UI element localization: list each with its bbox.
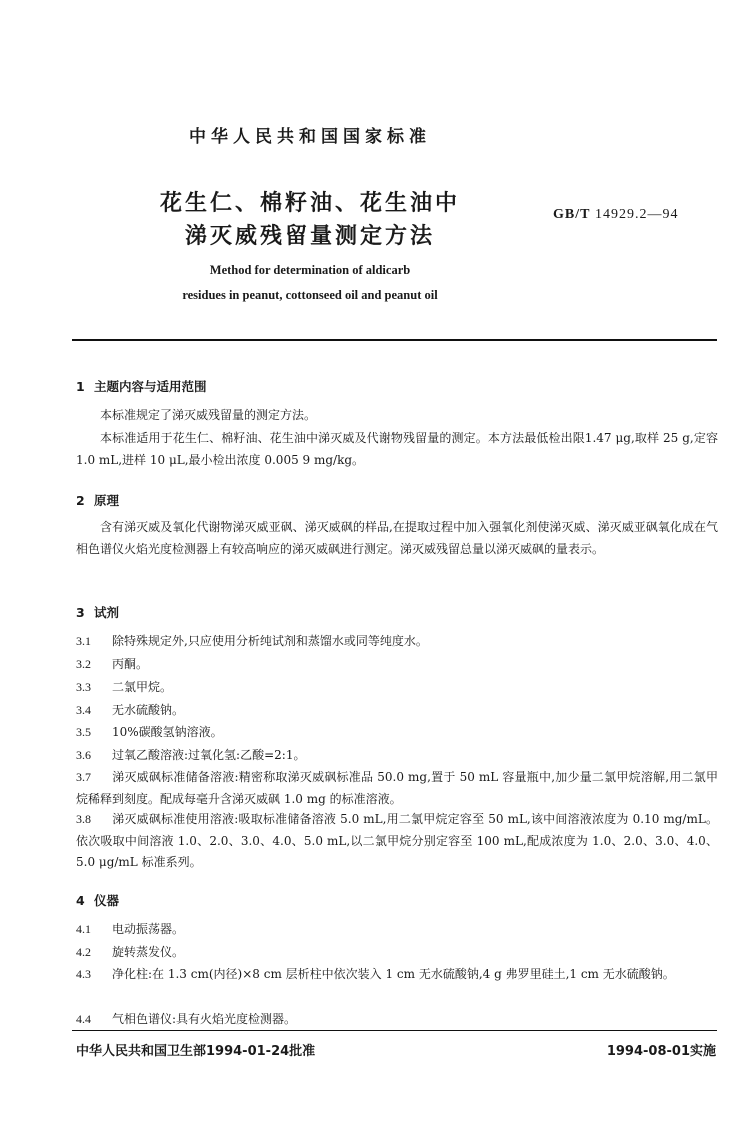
item-number: 3.3 xyxy=(76,680,91,694)
list-item xyxy=(76,745,718,767)
item-number: 3.1 xyxy=(76,634,91,648)
title-cn-line2: 涕灭威残留量测定方法 xyxy=(184,224,435,249)
item-text: 电动振荡器。 xyxy=(112,922,185,936)
list-item xyxy=(76,942,718,964)
section-title: 试剂 xyxy=(94,605,120,620)
standard-prefix: GB/T xyxy=(553,207,591,222)
list-item xyxy=(76,919,718,941)
section-number: 2 xyxy=(76,493,85,508)
standard-code xyxy=(553,207,678,223)
section-number: 1 xyxy=(76,379,85,394)
title-en-line1: Method for determination of aldicarb xyxy=(209,263,411,277)
item-text: 涕灭威砜标准使用溶液:吸取标准储备溶液 5.0 mL,用二氯甲烷定容至 50 mL,该中间溶液浓度为 0.10 mg/mL。依次吸取中间溶液 1.0、2.0、3.0、4.0、5.0 mL,以二氯甲烷分别定容至 100 mL,配成浓度为 1.0、2.0、3.0、4.0、5.0 μg/mL 标准系列。 xyxy=(76,812,718,869)
list-item xyxy=(76,809,718,874)
item-text: 丙酮。 xyxy=(112,657,149,671)
section-1-paragraph-2: 本标准适用于花生仁、棉籽油、花生油中涕灭威及代谢物残留量的测定。本方法最低检出限1.47 μg,取样 25 g,定容 1.0 mL,进样 10 μL,最小检出浓度 0.005 9 mg/kg。 xyxy=(76,431,718,467)
list-item xyxy=(76,654,718,676)
list-item xyxy=(76,700,718,722)
item-text: 10%碳酸氢钠溶液。 xyxy=(112,725,223,739)
title-en-line2: residues in peanut, cottonseed oil and peanut oil xyxy=(182,288,438,302)
section-title: 原理 xyxy=(94,493,120,508)
standard-type-heading: 中华人民共和国国家标准 xyxy=(189,127,431,147)
section-2-heading xyxy=(76,491,119,509)
effective-date: 1994-08-01实施 xyxy=(606,1044,716,1059)
list-item xyxy=(76,964,718,986)
item-number: 4.4 xyxy=(76,1012,91,1026)
item-text: 无水硫酸钠。 xyxy=(112,703,185,717)
item-number: 4.2 xyxy=(76,945,91,959)
item-number: 3.6 xyxy=(76,748,91,762)
list-item xyxy=(76,1009,718,1031)
section-number: 3 xyxy=(76,605,85,620)
approval-line: 中华人民共和国卫生部1994-01-24批准 xyxy=(76,1044,316,1059)
footer-divider xyxy=(72,1030,717,1031)
section-1-heading xyxy=(76,377,207,395)
header-divider xyxy=(72,339,717,341)
section-3-heading xyxy=(76,603,119,621)
item-number: 4.3 xyxy=(76,967,91,981)
item-text: 除特殊规定外,只应使用分析纯试剂和蒸馏水或同等纯度水。 xyxy=(112,634,428,648)
item-number: 3.2 xyxy=(76,657,91,671)
item-text: 涕灭威砜标准储备溶液:精密称取涕灭威砜标准品 50.0 mg,置于 50 mL 容量瓶中,加少量二氯甲烷溶解,用二氯甲烷稀释到刻度。配成每毫升含涕灭威砜 1.0 mg 的标准溶液。 xyxy=(76,770,718,806)
list-item xyxy=(76,767,718,810)
item-text: 净化柱:在 1.3 cm(内径)×8 cm 层析柱中依次装入 1 cm 无水硫酸钠,4 g 弗罗里硅土,1 cm 无水硫酸钠。 xyxy=(112,967,675,981)
section-title: 仪器 xyxy=(94,893,120,908)
section-1-paragraph-1: 本标准规定了涕灭威残留量的测定方法。 xyxy=(100,408,317,422)
item-text: 二氯甲烷。 xyxy=(112,680,173,694)
standard-number: 14929.2—94 xyxy=(594,207,679,222)
section-2-paragraph-1: 含有涕灭威及氧化代谢物涕灭威亚砜、涕灭威砜的样品,在提取过程中加入强氧化剂使涕灭威、涕灭威亚砜氧化成在气相色谱仪火焰光度检测器上有较高响应的涕灭威砜进行测定。涕灭威残留总量以涕灭威砜的量表示。 xyxy=(76,520,718,556)
section-title: 主题内容与适用范围 xyxy=(94,379,207,394)
list-item xyxy=(76,631,718,653)
item-number: 3.4 xyxy=(76,703,91,717)
item-number: 3.5 xyxy=(76,725,91,739)
item-number: 3.8 xyxy=(76,812,91,826)
list-item xyxy=(76,722,718,744)
item-number: 4.1 xyxy=(76,922,91,936)
list-item xyxy=(76,677,718,699)
item-number: 3.7 xyxy=(76,770,91,784)
item-text: 旋转蒸发仪。 xyxy=(112,945,185,959)
title-cn-line1: 花生仁、棉籽油、花生油中 xyxy=(159,191,460,216)
item-text: 气相色谱仪:具有火焰光度检测器。 xyxy=(112,1012,297,1026)
item-text: 过氧乙酸溶液:过氧化氢:乙酸=2:1。 xyxy=(112,748,306,762)
section-4-heading xyxy=(76,891,119,909)
section-number: 4 xyxy=(76,893,85,908)
